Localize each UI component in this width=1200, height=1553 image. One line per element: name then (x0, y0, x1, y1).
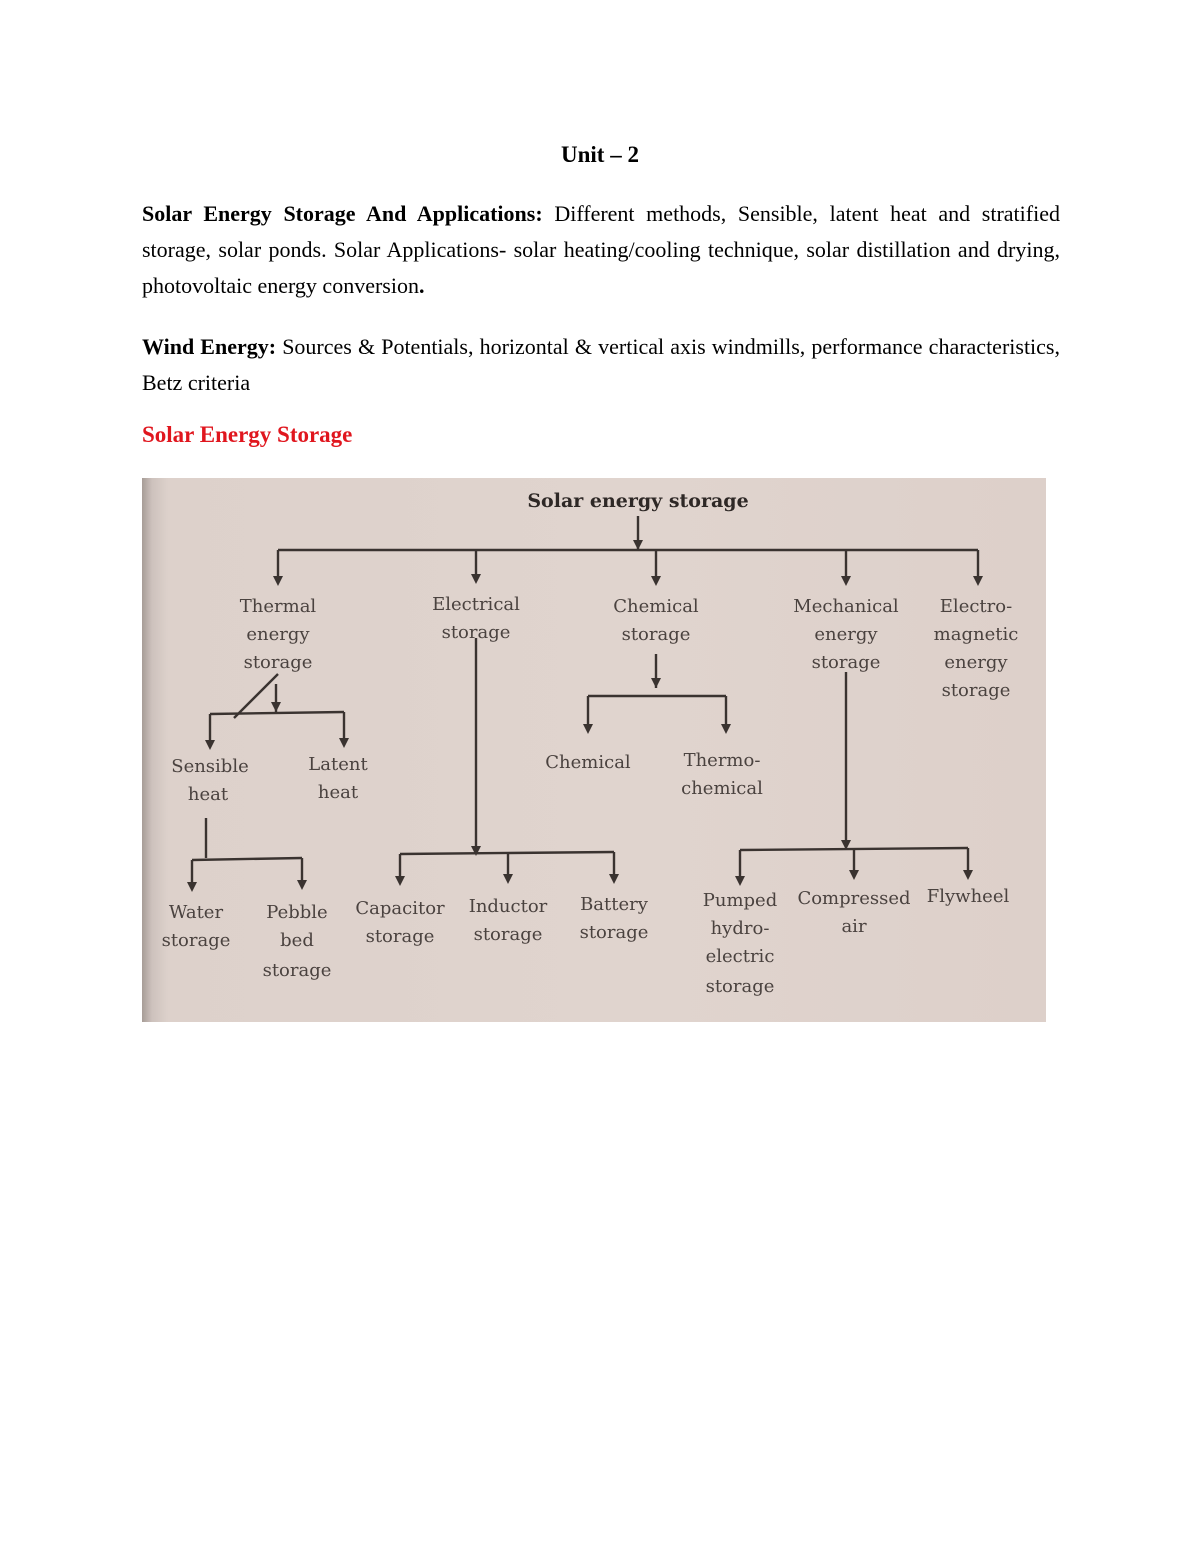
node-line: storage (705, 976, 775, 997)
node-line: Flywheel (926, 886, 1010, 907)
node-water-storage (162, 902, 231, 951)
solar-syllabus-end: . (418, 273, 425, 298)
node-line: storage (473, 924, 543, 945)
node-line: air (841, 916, 867, 937)
node-line: energy (814, 624, 878, 645)
node-compressed-air (797, 888, 910, 937)
node-line: Compressed (797, 888, 911, 909)
node-line: heat (187, 784, 229, 805)
node-thermal-energy-storage (240, 596, 317, 673)
node-latent-heat (308, 754, 368, 803)
node-pebble-bed-storage (263, 902, 332, 981)
solar-syllabus-text: Different methods, Sensible, latent heat and stratified storage, solar ponds. Solar Applications- solar heating/cooling technique, solar distillation and drying, photovoltaic energy conversion (142, 201, 1060, 298)
tree-connectors (192, 516, 978, 882)
node-mechanical-energy-storage (793, 596, 899, 673)
node-line: hydro- (710, 918, 770, 939)
node-line: storage (161, 930, 231, 951)
node-line: storage (941, 680, 1011, 701)
node-electromagnetic-energy-storage (934, 596, 1019, 701)
wind-syllabus-label: Wind Energy: (142, 334, 277, 359)
section-heading: Solar Energy Storage (142, 422, 353, 447)
node-line: storage (811, 652, 881, 673)
node-electrical-storage (432, 594, 520, 643)
node-thermochemical (681, 750, 763, 799)
node-flywheel (927, 886, 1010, 907)
node-pumped-hydroelectric-storage (703, 890, 777, 997)
node-line: Thermo- (683, 750, 761, 771)
storage-classification-figure (142, 478, 1046, 1022)
node-line: energy (246, 624, 310, 645)
node-line: storage (441, 622, 511, 643)
node-line: heat (317, 782, 359, 803)
node-inductor-storage (469, 896, 548, 945)
node-line: Pumped (702, 890, 778, 911)
tree-arrowheads (187, 540, 983, 892)
node-chemical-storage (613, 596, 699, 645)
node-line: Inductor (468, 896, 548, 917)
node-line: Mechanical (793, 596, 899, 617)
node-line: storage (621, 624, 691, 645)
node-line: Pebble (266, 902, 328, 923)
wind-syllabus-text: Sources & Potentials, horizontal & vertical axis windmills, performance characteristics, Betz criteria (142, 334, 1060, 395)
unit-title: Unit – 2 (561, 142, 639, 167)
node-line: Capacitor (355, 898, 445, 919)
storage-tree-diagram (142, 478, 1046, 1022)
node-line: storage (262, 960, 332, 981)
node-line: bed (280, 930, 314, 951)
node-line: storage (243, 652, 313, 673)
node-line: Electrical (432, 594, 520, 615)
node-chemical (545, 752, 631, 773)
node-line: Chemical (545, 752, 631, 773)
node-line: Chemical (613, 596, 699, 617)
solar-syllabus-paragraph (142, 196, 1060, 304)
wind-syllabus-paragraph (142, 329, 1060, 401)
node-sensible-heat (171, 756, 249, 805)
node-line: electric (705, 946, 775, 967)
node-line: Battery (580, 894, 648, 915)
node-line: storage (365, 926, 435, 947)
node-line: Electro- (939, 596, 1013, 617)
node-line: magnetic (933, 624, 1019, 645)
node-line: Latent (308, 754, 368, 775)
node-line: Sensible (171, 756, 249, 777)
root-node-label: Solar energy storage (527, 490, 749, 512)
node-line: storage (579, 922, 649, 943)
node-capacitor-storage (355, 898, 445, 947)
node-line: chemical (681, 778, 763, 799)
node-line: Thermal (239, 596, 317, 617)
solar-syllabus-label: Solar Energy Storage And Applications: (142, 201, 543, 226)
node-battery-storage (580, 894, 649, 943)
node-line: energy (944, 652, 1008, 673)
node-line: Water (168, 902, 224, 923)
